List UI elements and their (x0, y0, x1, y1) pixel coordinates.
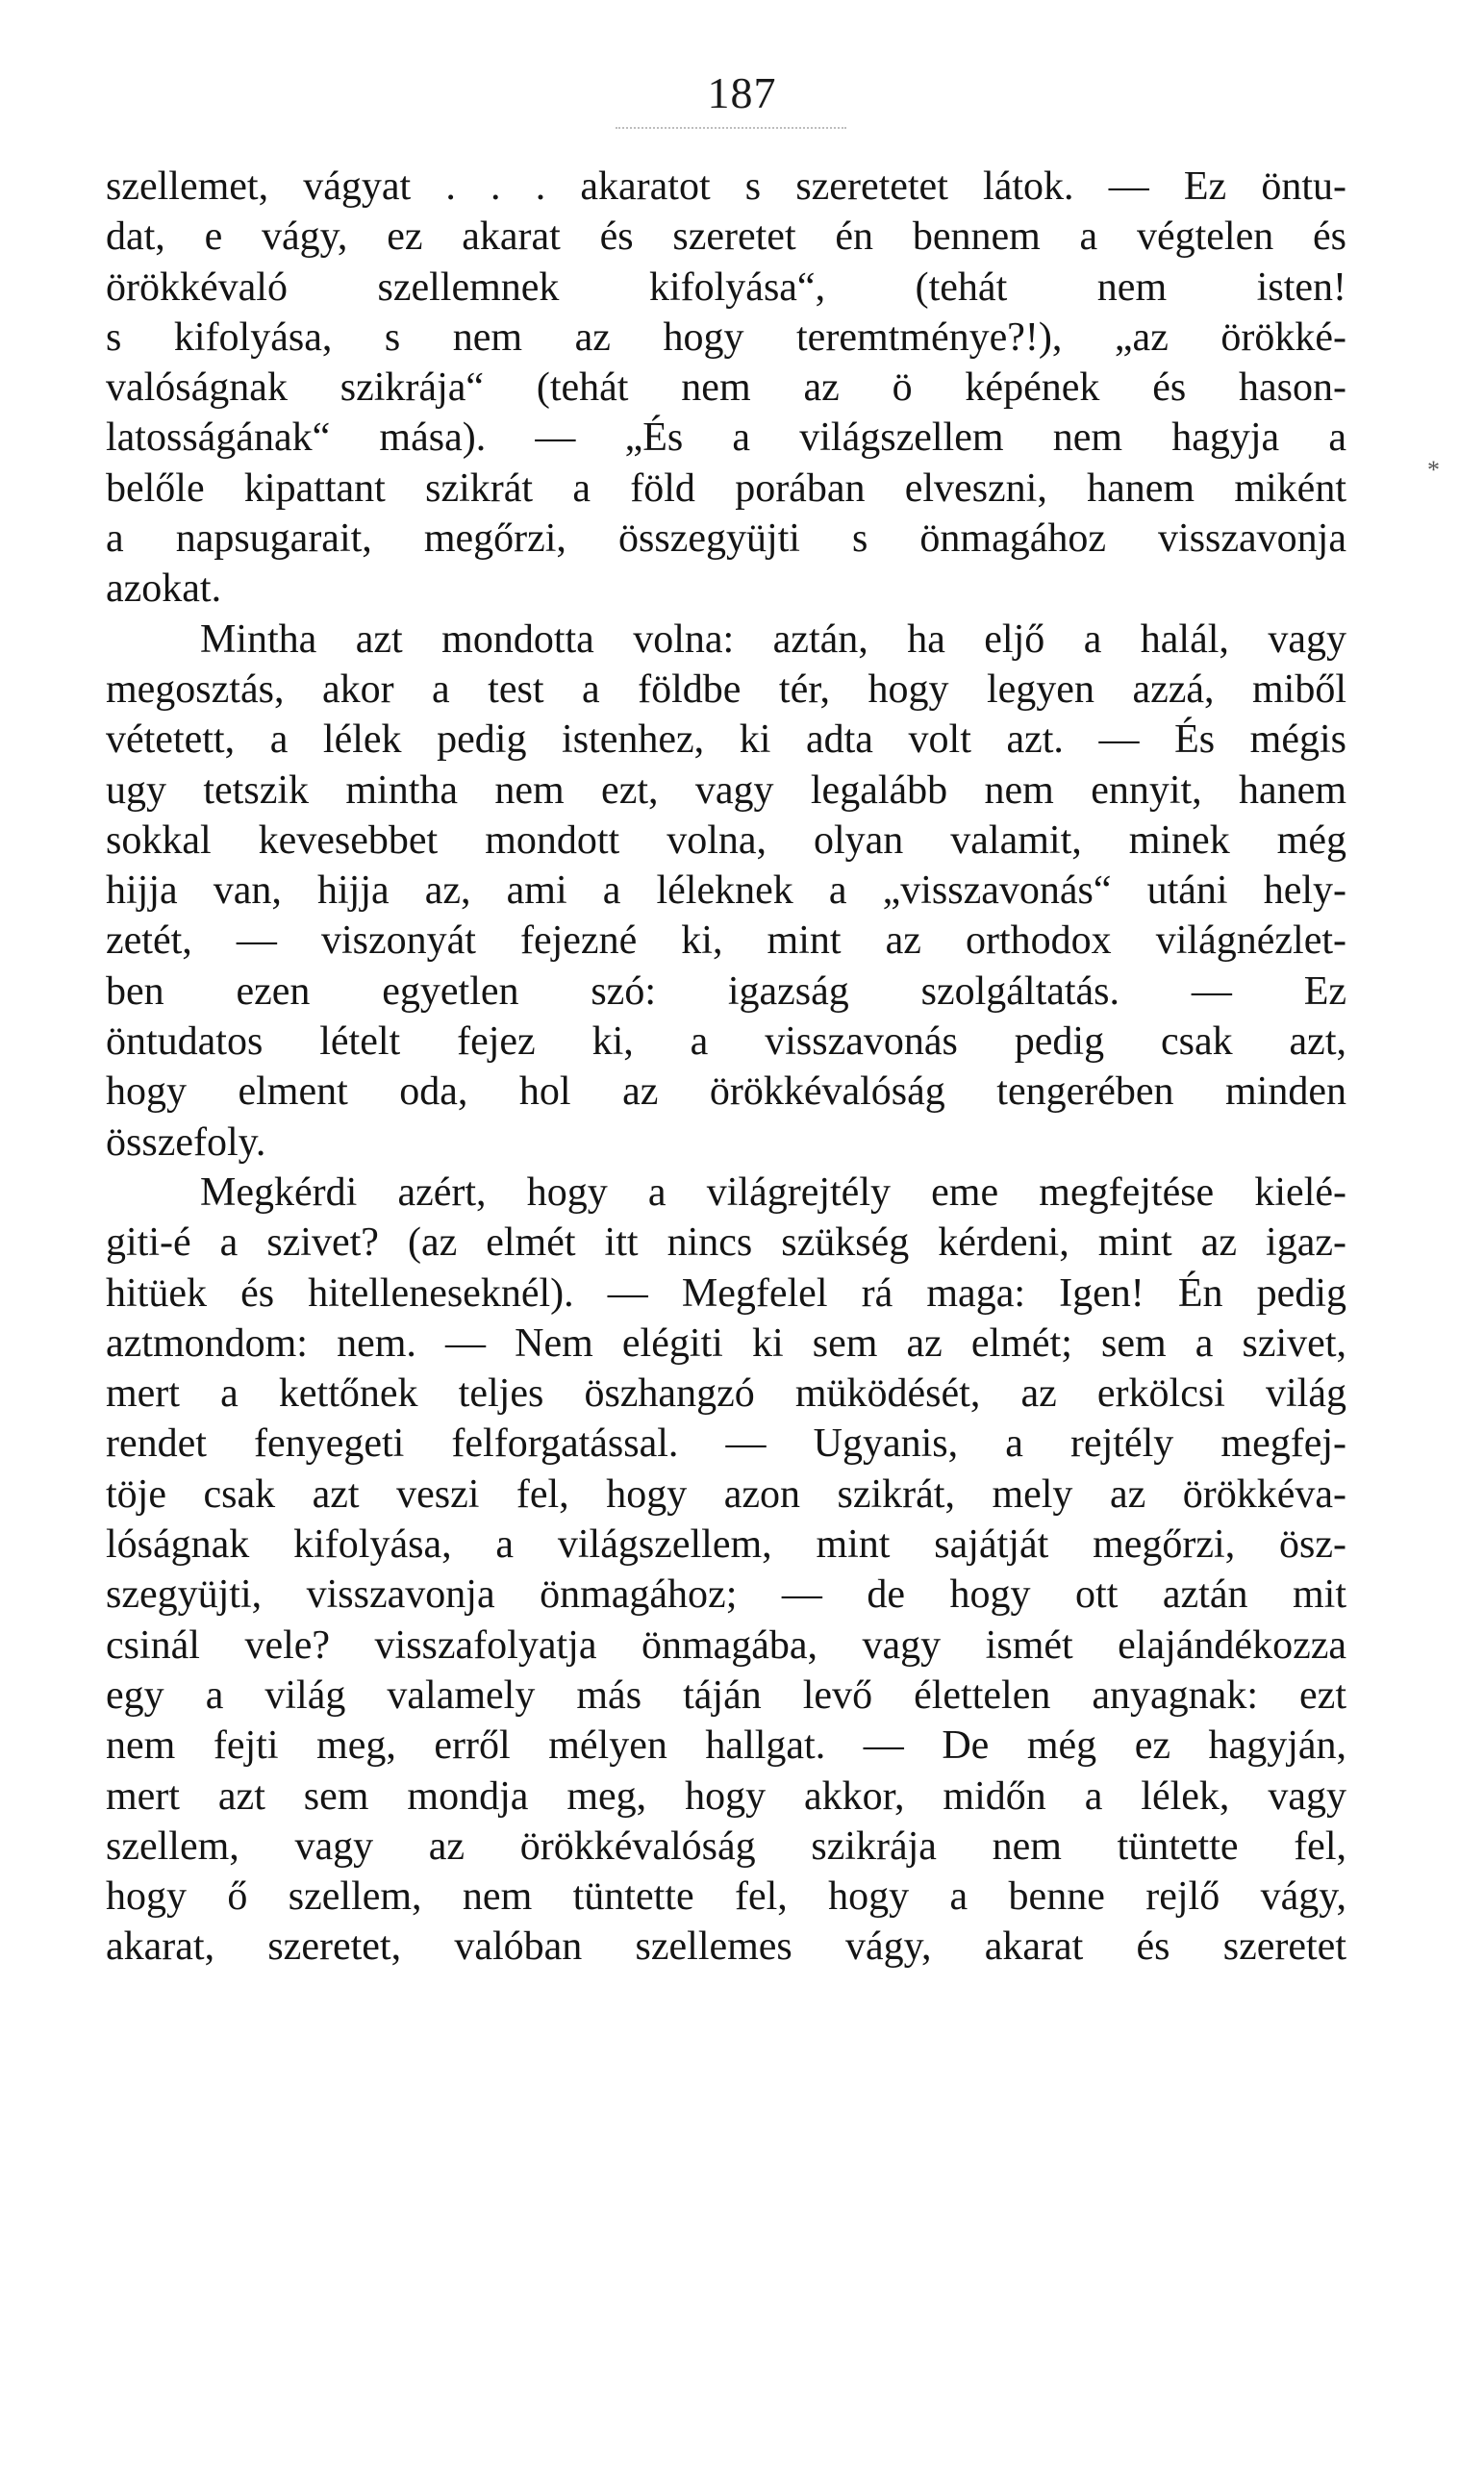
text-line: latosságának“ mása). — „És a világszellem nem hagyja a (106, 415, 1346, 461)
text-line: Mintha azt mondotta volna: aztán, ha eljő a halál, vagy (200, 616, 1346, 662)
text-line: akarat, szeretet, valóban szellemes vágy, akarat és szeretet (106, 1924, 1346, 1970)
body-text (106, 162, 1346, 1973)
text-line: szellem, vagy az örökkévalóság szikrája nem tüntette fel, (106, 1823, 1346, 1869)
text-line: töje csak azt veszi fel, hogy azon szikrát, mely az örökkéva- (106, 1471, 1346, 1517)
text-line: zetét, — viszonyát fejezné ki, mint az orthodox világnézlet- (106, 918, 1346, 964)
margin-mark: * (1427, 456, 1440, 484)
text-line: giti-é a szivet? (az elmét itt nincs szükség kérdeni, mint az igaz- (106, 1220, 1346, 1266)
text-line: lóságnak kifolyása, a világszellem, mint sajátját megőrzi, ösz- (106, 1522, 1346, 1568)
header-rule (616, 127, 846, 129)
text-line: csinál vele? visszafolyatja önmagába, vagy ismét elajándékozza (106, 1622, 1346, 1668)
text-line: szellemet, vágyat . . . akaratot s szeretetet látok. — Ez öntu- (106, 164, 1346, 209)
text-line: Megkérdi azért, hogy a világrejtély eme megfejtése kielé- (200, 1169, 1346, 1215)
text-line: nem fejti meg, erről mélyen hallgat. — De még ez hagyján, (106, 1723, 1346, 1769)
text-line: összefoly. (106, 1119, 266, 1165)
text-line: szegyüjti, visszavonja önmagához; — de hogy ott aztán mit (106, 1572, 1346, 1618)
text-line: örökkévaló szellemnek kifolyása“, (tehát nem isten! (106, 264, 1346, 310)
text-line: hogy ő szellem, nem tüntette fel, hogy a benne rejlő vágy, (106, 1874, 1346, 1920)
text-line: valóságnak szikrája“ (tehát nem az ö képének és hason- (106, 365, 1346, 411)
text-line: aztmondom: nem. — Nem elégiti ki sem az elmét; sem a szivet, (106, 1320, 1346, 1366)
text-line: rendet fenyegeti felforgatással. — Ugyanis, a rejtély megfej- (106, 1421, 1346, 1467)
page-number: 187 (707, 68, 777, 117)
text-line: belőle kipattant szikrát a föld porában elveszni, hanem miként (106, 465, 1346, 511)
text-line: öntudatos lételt fejez ki, a visszavonás pedig csak azt, (106, 1019, 1346, 1065)
text-line: hijja van, hijja az, ami a léleknek a „visszavonás“ utáni hely- (106, 868, 1346, 914)
text-line: ugy tetszik mintha nem ezt, vagy legalább nem ennyit, hanem (106, 767, 1346, 813)
text-line: egy a világ valamely más táján levő élettelen anyagnak: ezt (106, 1672, 1346, 1718)
text-line: mert azt sem mondja meg, hogy akkor, midőn a lélek, vagy (106, 1773, 1346, 1819)
text-line: hogy elment oda, hol az örökkévalóság tengerében minden (106, 1069, 1346, 1115)
text-line: megosztás, akor a test a földbe tér, hogy legyen azzá, miből (106, 666, 1346, 712)
text-line: dat, e vágy, ez akarat és szeretet én bennem a végtelen és (106, 214, 1346, 260)
text-line: a napsugarait, megőrzi, összegyüjti s önmagához visszavonja (106, 516, 1346, 562)
text-line: ben ezen egyetlen szó: igazság szolgáltatás. — Ez (106, 968, 1346, 1014)
text-line: azokat. (106, 566, 222, 612)
text-line: hitüek és hitelleneseknél). — Megfelel rá maga: Igen! Én pedig (106, 1270, 1346, 1316)
text-line: mert a kettőnek teljes öszhangzó müködését, az erkölcsi világ (106, 1371, 1346, 1417)
text-line: s kifolyása, s nem az hogy teremtménye?!), „az örökké- (106, 314, 1346, 360)
text-line: sokkal kevesebbet mondott volna, olyan valamit, minek még (106, 817, 1346, 863)
text-line: vétetett, a lélek pedig istenhez, ki adta volt azt. — És mégis (106, 717, 1346, 763)
